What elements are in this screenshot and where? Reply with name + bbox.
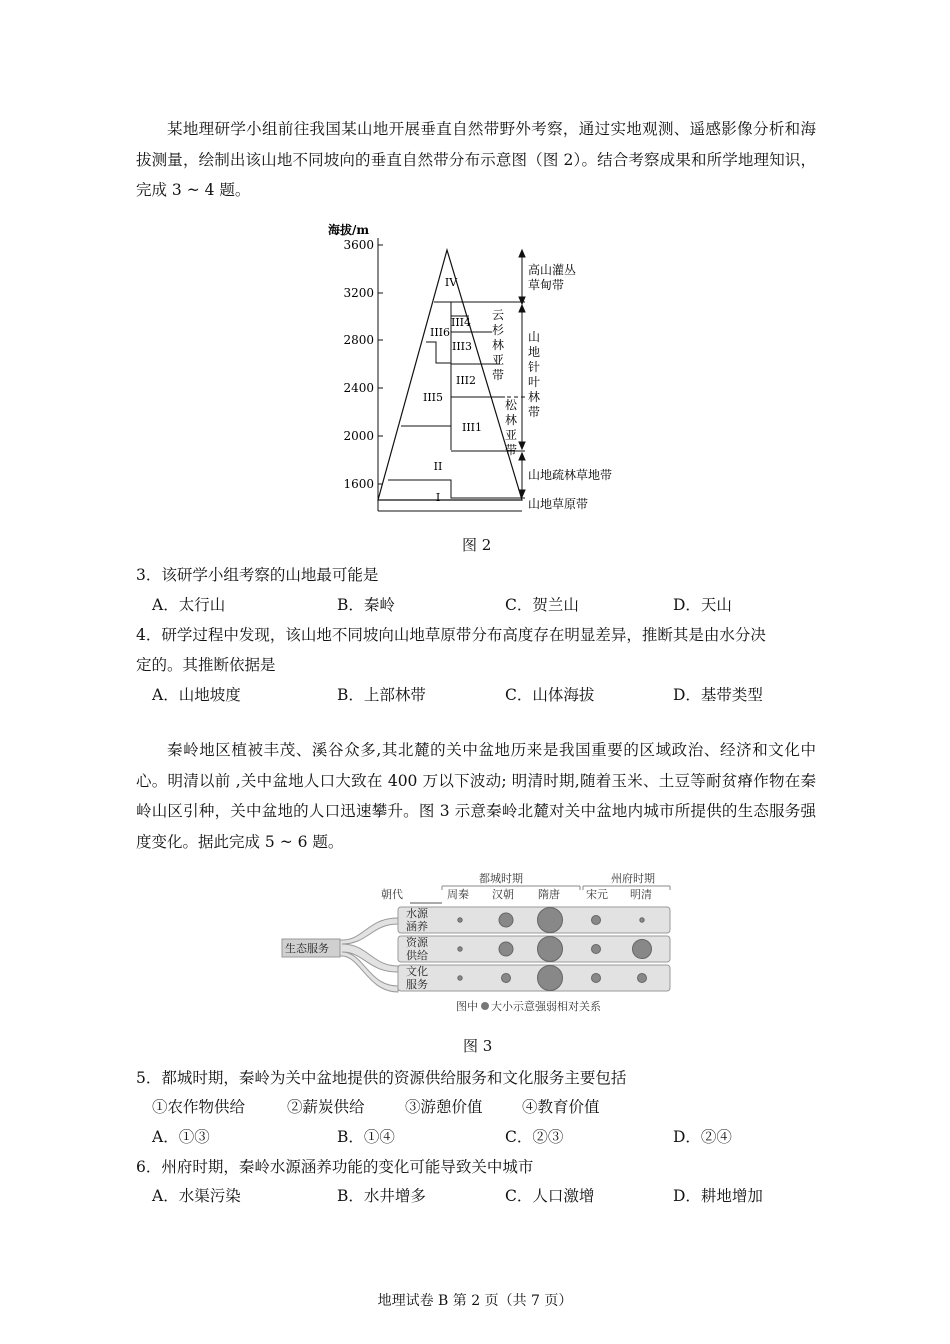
- label-sparse: 山地疏林草地带: [528, 468, 613, 482]
- svg-text:2000: 2000: [343, 429, 374, 443]
- q6-option-b: B．水井增多: [337, 1187, 426, 1205]
- zone-II: II: [433, 460, 443, 473]
- q6-option-a: A．水渠污染: [152, 1187, 241, 1205]
- q4-option-a: A．山地坡度: [152, 686, 241, 704]
- q5-item-2: ②薪炭供给: [287, 1098, 365, 1116]
- strength-bubble: [592, 974, 601, 983]
- label-conifer-1: 山: [528, 330, 541, 344]
- q5-option-b: B．①④: [337, 1128, 395, 1146]
- label-pine-1: 松: [505, 398, 518, 412]
- dynasty-zhouqin: 周秦: [447, 888, 469, 901]
- strength-bubble: [592, 916, 601, 925]
- zone-I: I: [435, 491, 441, 504]
- label-spruce-2: 杉: [492, 323, 505, 337]
- strength-bubble: [502, 974, 511, 983]
- service-water-1: 水源: [406, 907, 428, 920]
- q4-option-d: D．基带类型: [673, 686, 763, 704]
- q6-option-c: C．人口激增: [505, 1187, 595, 1205]
- svg-text:3600: 3600: [343, 238, 374, 252]
- label-spruce-1: 云: [492, 308, 505, 322]
- service-culture-2: 服务: [406, 978, 428, 991]
- q5-option-c: C．②③: [505, 1128, 564, 1146]
- q5-item-3: ③游憩价值: [405, 1098, 483, 1116]
- zone-IV: IV: [444, 276, 458, 289]
- label-alpine-1: 高山灌丛: [528, 263, 577, 277]
- legend-note-before: 图中: [456, 1000, 478, 1013]
- strength-bubble: [499, 913, 513, 927]
- service-supply-2: 供给: [406, 949, 428, 962]
- strength-bubble: [538, 908, 563, 933]
- label-pine-4: 带: [505, 443, 518, 457]
- strength-bubble: [458, 976, 462, 980]
- zone-III2: III2: [455, 374, 477, 387]
- question-3-stem: 3．该研学小组考察的山地最可能是: [136, 566, 379, 584]
- y-axis-label: 海拔/m: [328, 223, 370, 237]
- y-axis-ticks: [343, 238, 383, 491]
- question-5-stem: 5．都城时期，秦岭为关中盆地提供的资源供给服务和文化服务主要包括: [136, 1069, 627, 1087]
- label-spruce-4: 亚: [492, 353, 505, 367]
- q5-item-4: ④教育价值: [522, 1098, 600, 1116]
- zone-III1: III1: [461, 421, 483, 434]
- strength-bubble: [458, 918, 462, 922]
- strength-bubble: [633, 940, 652, 959]
- dynasty-suitang: 隋唐: [538, 888, 560, 901]
- q5-item-1: ①农作物供给: [152, 1098, 246, 1116]
- q3-option-b: B．秦岭: [337, 596, 395, 614]
- service-culture-1: 文化: [406, 965, 428, 978]
- label-conifer-3: 针: [528, 360, 541, 374]
- label-spruce-5: 带: [492, 368, 505, 382]
- q3-option-d: D．天山: [673, 596, 732, 614]
- q3-option-a: A．太行山: [152, 596, 226, 614]
- service-water-2: 涵养: [406, 920, 428, 933]
- q3-option-c: C．贺兰山: [505, 596, 579, 614]
- strength-bubble: [538, 966, 563, 991]
- figure-2-caption: 图 2: [462, 536, 492, 554]
- dynasty-han: 汉朝: [492, 888, 514, 901]
- service-supply-1: 资源: [406, 936, 428, 949]
- dynasty-mingqing: 明清: [630, 888, 652, 901]
- q4-option-c: C．山体海拔: [505, 686, 595, 704]
- question-6-stem: 6．州府时期，秦岭水源涵养功能的变化可能导致关中城市: [136, 1158, 534, 1176]
- label-spruce-3: 林: [492, 338, 505, 352]
- svg-text:2400: 2400: [343, 381, 374, 395]
- period-capital-label: 都城时期: [479, 872, 523, 885]
- question-4-stem-line2: 定的。其推断依据是: [136, 656, 276, 674]
- q6-option-d: D．耕地增加: [673, 1187, 763, 1205]
- figure-3-ecosystem-services: [280, 868, 680, 1018]
- root-label-ecosystem-services: 生态服务: [285, 942, 329, 955]
- zone-III6: III6: [429, 326, 451, 339]
- figure-3-caption: 图 3: [463, 1037, 493, 1055]
- page-footer: 地理试卷 B 第 2 页（共 7 页）: [377, 1293, 573, 1309]
- label-conifer-4: 叶: [528, 375, 541, 389]
- strength-bubble: [592, 945, 601, 954]
- svg-text:3200: 3200: [343, 286, 374, 300]
- question-4-stem-line1: 4．研学过程中发现，该山地不同坡向山地草原带分布高度存在明显差异，推断其是由水分决: [136, 626, 766, 644]
- legend-note-after: 大小示意强弱相对关系: [491, 1000, 601, 1013]
- label-pine-3: 亚: [505, 428, 518, 442]
- period-prefecture-label: 州府时期: [611, 872, 655, 885]
- strength-bubble: [458, 947, 462, 951]
- dynasty-songyuan: 宋元: [586, 888, 608, 901]
- svg-text:1600: 1600: [343, 477, 374, 491]
- intro-paragraph-2: 秦岭地区植被丰茂、溪谷众多,其北麓的关中盆地历来是我国重要的区域政治、经济和文化中心。明清以前 ,关中盆地人口大致在 400 万以下波动; 明清时期,随着玉米、土豆等耐贫瘠作物在秦岭山区引种，关中盆地的人口迅速攀升。图 3 示意秦岭北麓对关中盆地内城市所提供的生态服务强度变化。据此完成 5 ~ 6 题。: [136, 741, 816, 851]
- legend-circle-icon: [481, 1002, 489, 1010]
- zone-III4: III4: [450, 316, 472, 329]
- strength-bubble: [538, 937, 563, 962]
- label-alpine-2: 草甸带: [528, 278, 565, 292]
- q5-option-d: D．②④: [673, 1128, 732, 1146]
- intro-paragraph-1: 某地理研学小组前往我国某山地开展垂直自然带野外考察，通过实地观测、遥感影像分析和海拔测量，绘制出该山地不同坡向的垂直自然带分布示意图（图 2）。结合考察成果和所学地理知识，完成 3 ~ 4 题。: [136, 120, 816, 199]
- dynasty-header: 朝代: [381, 888, 403, 901]
- label-conifer-6: 带: [528, 405, 541, 419]
- q5-option-a: A．①③: [152, 1128, 210, 1146]
- figure-2-vertical-zones: [320, 218, 620, 518]
- strength-bubble: [638, 974, 647, 983]
- zone-III5: III5: [422, 391, 444, 404]
- strength-bubble: [640, 918, 644, 922]
- label-conifer-2: 地: [528, 345, 541, 359]
- svg-text:2800: 2800: [343, 333, 374, 347]
- zone-III3: III3: [451, 340, 473, 353]
- label-pine-2: 林: [505, 413, 518, 427]
- strength-bubble: [499, 942, 513, 956]
- label-conifer-5: 林: [528, 390, 541, 404]
- q4-option-b: B．上部林带: [337, 686, 426, 704]
- label-steppe: 山地草原带: [528, 497, 589, 511]
